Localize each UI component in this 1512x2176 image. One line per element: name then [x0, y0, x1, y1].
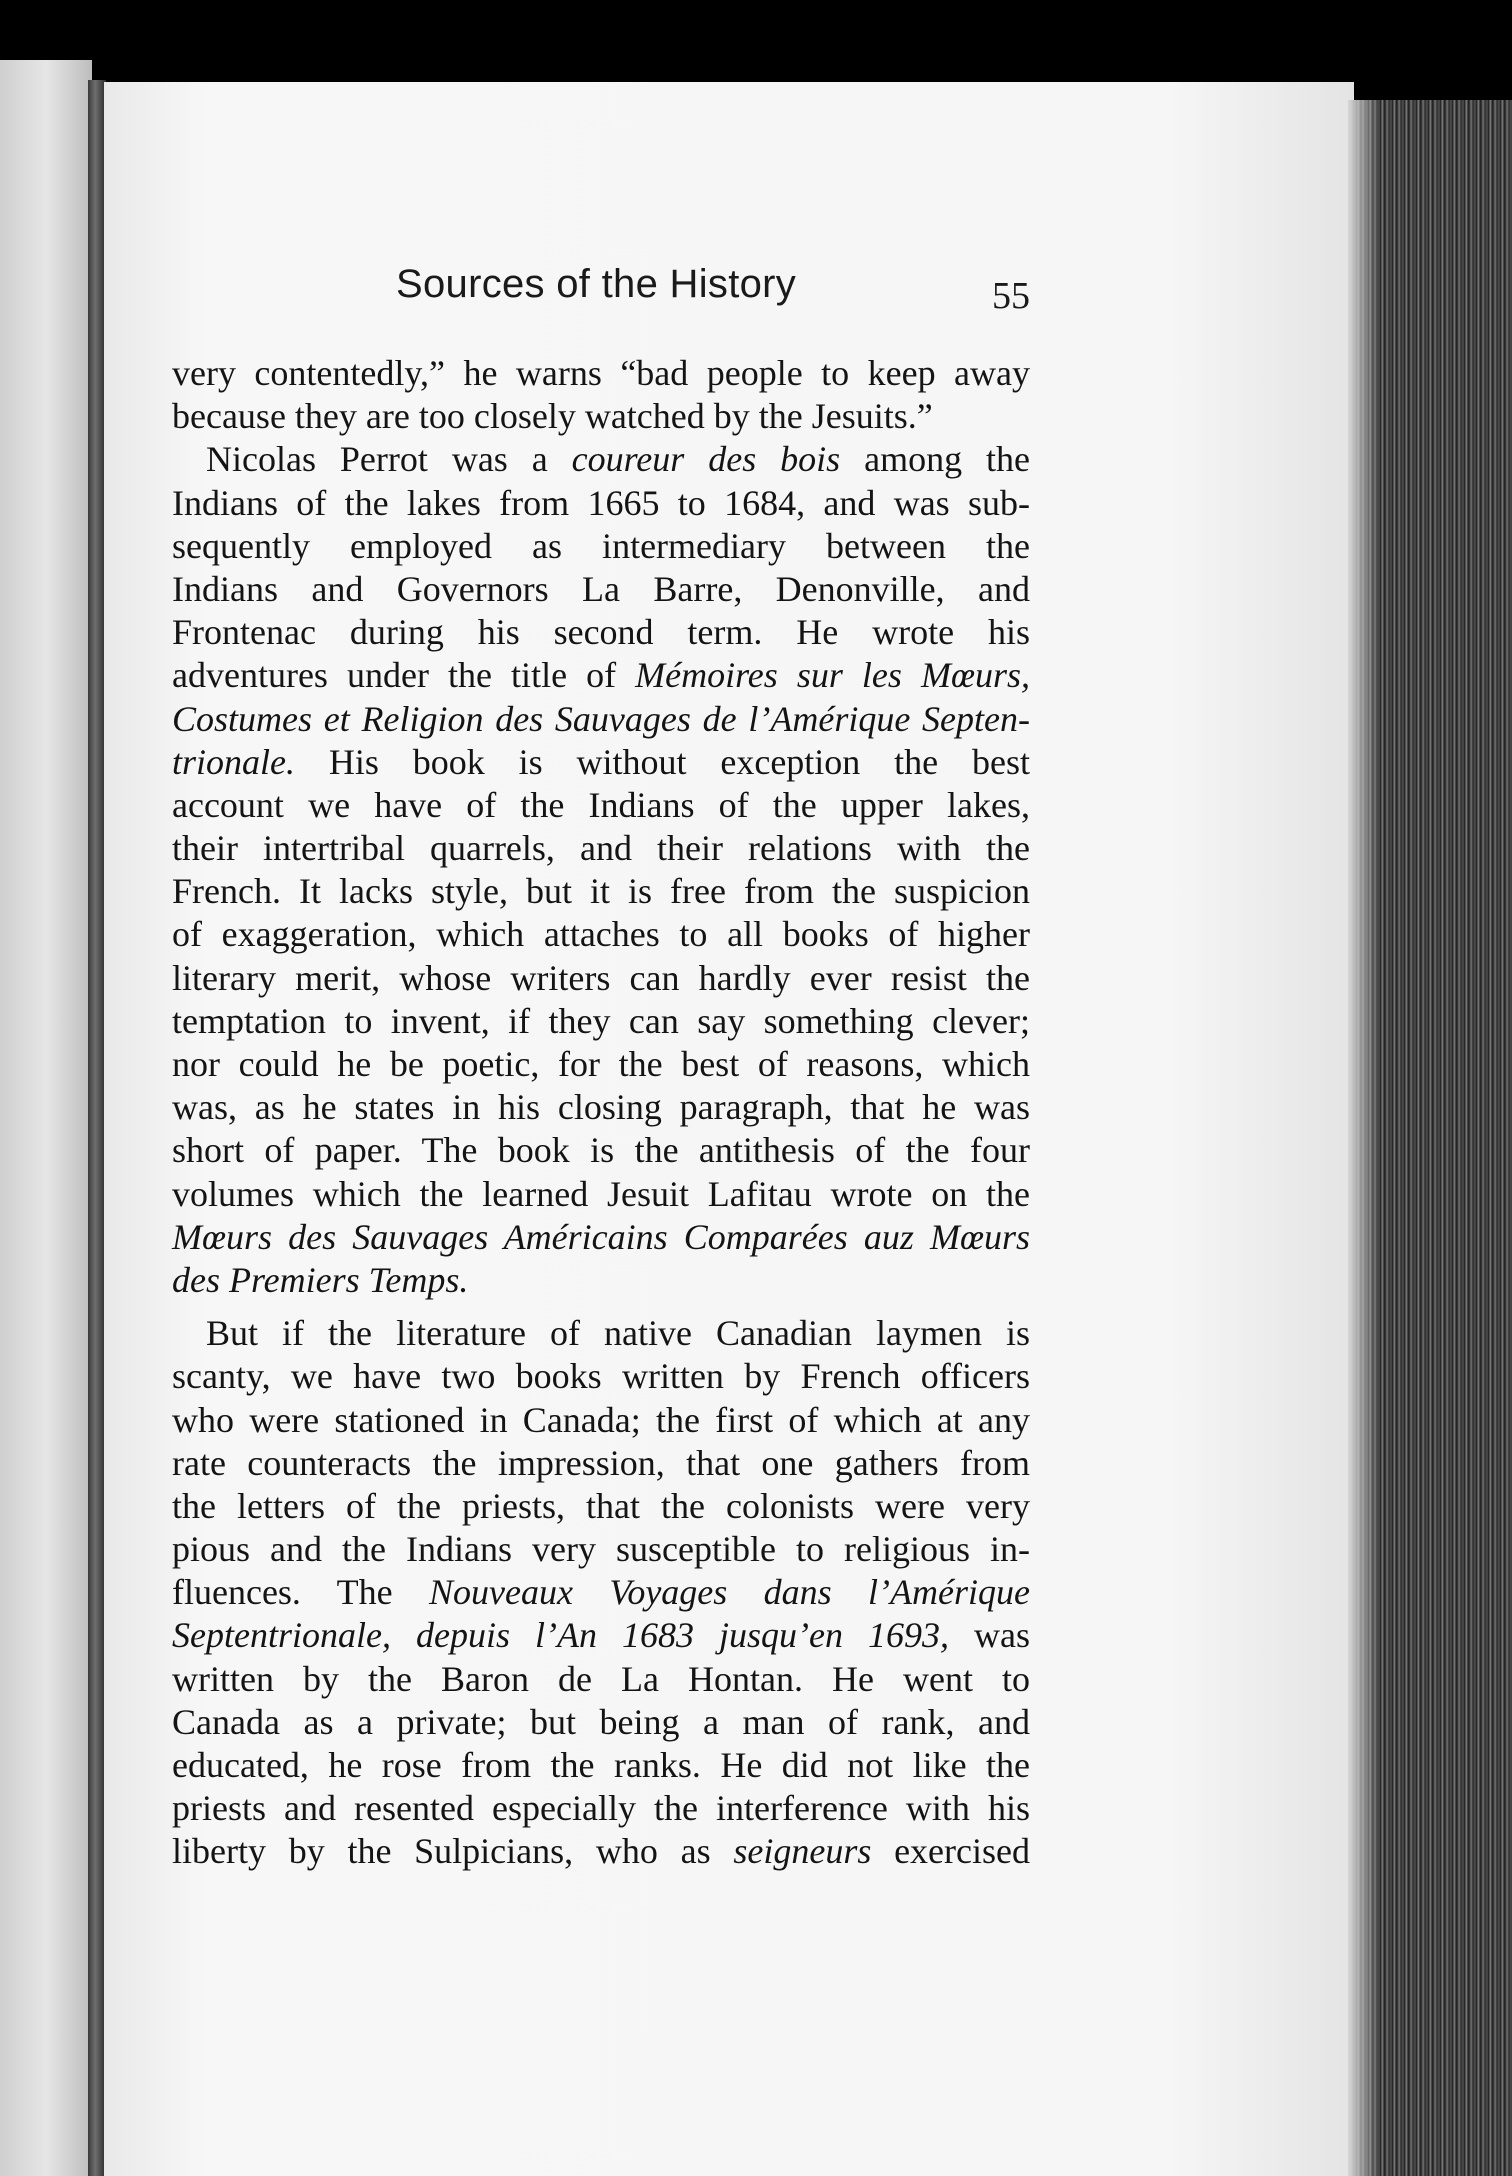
- text-line: liberty by the Sulpicians, who as seigneurs exercised: [172, 1831, 1030, 1872]
- text-line: priests and resented especially the interference with his: [172, 1788, 1030, 1829]
- text-line: account we have of the Indians of the upper lakes,: [172, 784, 1030, 825]
- text-line: Indians of the lakes from 1665 to 1684, and was sub-: [172, 482, 1030, 523]
- text-line: because they are too closely watched by the Jesuits.”: [172, 396, 933, 437]
- page-number: 55: [992, 275, 1030, 317]
- text-line: who were stationed in Canada; the first of which at any: [172, 1399, 1030, 1440]
- text-line: rate counteracts the impression, that one gathers from: [172, 1442, 1030, 1483]
- text-line: short of paper. The book is the antithesis of the four: [172, 1130, 1030, 1171]
- text-line: was, as he states in his closing paragraph, that he was: [172, 1087, 1030, 1128]
- page-block-edge: [1348, 100, 1512, 2176]
- text-line: trionale. His book is without exception the best: [172, 741, 1030, 782]
- text-line: Costumes et Religion des Sauvages de l’Amérique Septen-: [172, 698, 1030, 739]
- text-line: Septentrionale, depuis l’An 1683 jusqu’en 1693, was: [172, 1615, 1030, 1656]
- previous-page-edge: [0, 60, 92, 2176]
- text-line: Nicolas Perrot was a coureur des bois among the: [206, 439, 1030, 480]
- text-line: nor could he be poetic, for the best of reasons, which: [172, 1044, 1030, 1084]
- text-line: scanty, we have two books written by French officers: [172, 1356, 1030, 1397]
- text-line: their intertribal quarrels, and their relations with the: [172, 828, 1030, 869]
- text-line: volumes which the learned Jesuit Lafitau wrote on the: [172, 1173, 1030, 1214]
- text-line: sequently employed as intermediary between the: [172, 525, 1030, 566]
- text-line: temptation to invent, if they can say something clever;: [172, 1000, 1030, 1041]
- text-line: educated, he rose from the ranks. He did not like the: [172, 1745, 1030, 1785]
- text-line: Canada as a private; but being a man of rank, and: [172, 1701, 1030, 1742]
- text-line: Indians and Governors La Barre, Denonville, and: [172, 568, 1030, 609]
- running-head: Sources of the History: [396, 262, 797, 306]
- text-line: of exaggeration, which attaches to all books of higher: [172, 914, 1030, 955]
- text-line: des Premiers Temps.: [172, 1259, 469, 1300]
- text-line: But if the literature of native Canadian laymen is: [206, 1313, 1030, 1354]
- body-text: [172, 352, 1030, 1874]
- text-line: literary merit, whose writers can hardly ever resist the: [172, 957, 1030, 998]
- text-line: fluences. The Nouveaux Voyages dans l’Amérique: [172, 1572, 1030, 1613]
- text-line: Mœurs des Sauvages Américains Comparées auz Mœurs: [172, 1216, 1030, 1257]
- text-line: adventures under the title of Mémoires sur les Mœurs,: [172, 655, 1030, 696]
- text-line: pious and the Indians very susceptible to religious in-: [172, 1529, 1030, 1570]
- text-line: written by the Baron de La Hontan. He went to: [172, 1658, 1030, 1699]
- text-line: Frontenac during his second term. He wrote his: [172, 612, 1030, 653]
- paragraph-gap: [172, 1302, 1030, 1312]
- text-line: the letters of the priests, that the colonists were very: [172, 1485, 1030, 1526]
- text-line: French. It lacks style, but it is free from the suspicion: [172, 871, 1030, 912]
- text-line: very contentedly,” he warns “bad people to keep away: [172, 353, 1030, 393]
